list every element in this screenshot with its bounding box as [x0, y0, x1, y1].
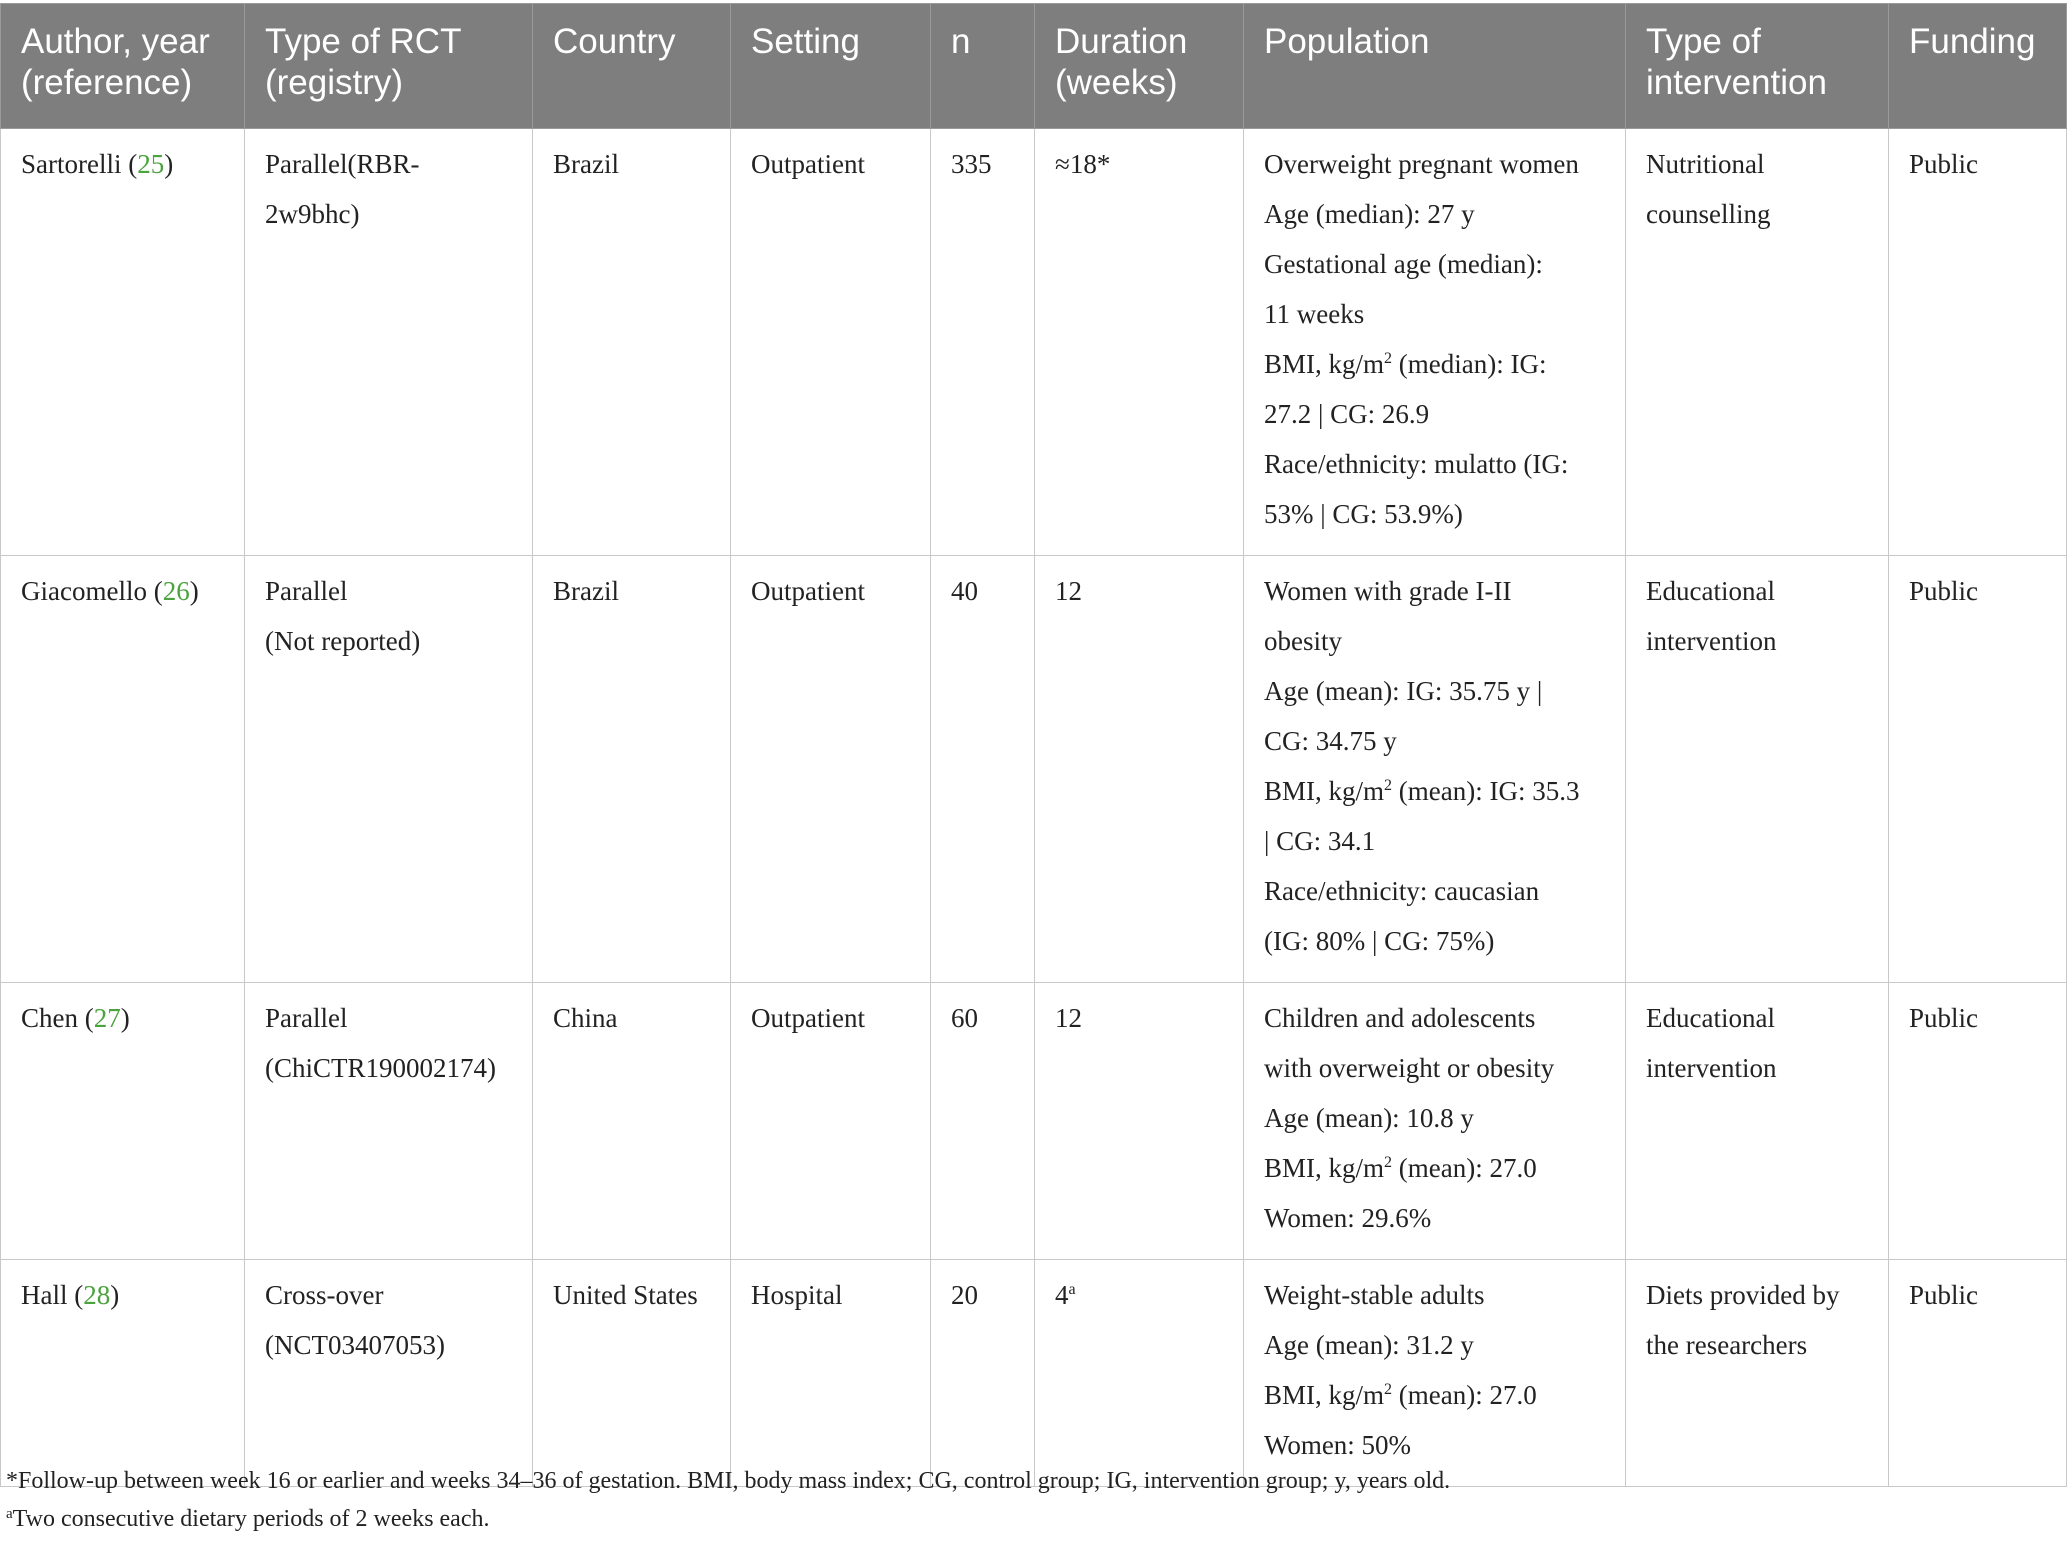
footnote-2-marker: a [6, 1506, 13, 1522]
cell-type [245, 983, 533, 1260]
population-line: Age (mean): IG: 35.75 y | [1264, 676, 1543, 706]
population-line: Women with grade I-II [1264, 576, 1512, 606]
population-line: Gestational age (median): [1264, 249, 1543, 279]
population-line: CG: 34.75 y [1264, 726, 1397, 756]
cell-setting: Outpatient [731, 983, 931, 1260]
cell-funding: Public [1889, 983, 2067, 1260]
footnote-2-text: Two consecutive dietary periods of 2 weeks each. [12, 1506, 490, 1532]
cell-duration [1035, 556, 1244, 983]
population-line: (IG: 80% | CG: 75%) [1264, 926, 1495, 956]
cell-population [1244, 129, 1626, 556]
type-line: (Not reported) [265, 626, 421, 656]
population-line: | CG: 34.1 [1264, 826, 1376, 856]
population-line: Women: 29.6% [1264, 1203, 1432, 1233]
cell-intervention [1626, 1260, 1889, 1487]
header-n: n [931, 4, 1035, 129]
header-country: Country [533, 4, 731, 129]
reference-link[interactable]: 27 [93, 1003, 121, 1033]
table-row [1, 983, 2067, 1260]
header-author: Author, year (reference) [1, 4, 245, 129]
reference-link[interactable]: 26 [162, 576, 190, 606]
cell-setting: Hospital [731, 1260, 931, 1487]
population-line: Age (median): 27 y [1264, 199, 1475, 229]
cell-author: Chen (27) [1, 983, 245, 1260]
population-line: Overweight pregnant women [1264, 149, 1579, 179]
author-name: Hall [21, 1280, 68, 1310]
type-line: Parallel [265, 576, 348, 606]
cell-country: Brazil [533, 556, 731, 983]
cell-duration [1035, 129, 1244, 556]
duration-value: ≈18* [1055, 149, 1111, 179]
intervention-line: intervention [1646, 626, 1777, 656]
reference-link[interactable]: 25 [137, 149, 165, 179]
duration-value: 4 [1055, 1280, 1069, 1310]
population-line: Weight-stable adults [1264, 1280, 1485, 1310]
population-line: Age (mean): 31.2 y [1264, 1330, 1474, 1360]
population-line: obesity [1264, 626, 1342, 656]
cell-intervention [1626, 983, 1889, 1260]
cell-author: Sartorelli (25) [1, 129, 245, 556]
type-line: 2w9bhc) [265, 199, 360, 229]
intervention-line: intervention [1646, 1053, 1777, 1083]
population-line: 53% | CG: 53.9%) [1264, 499, 1463, 529]
header-setting: Setting [731, 4, 931, 129]
intervention-line: counselling [1646, 199, 1771, 229]
header-duration: Duration (weeks) [1035, 4, 1244, 129]
duration-value: 12 [1055, 1003, 1082, 1033]
table-row [1, 1260, 2067, 1487]
header-type: Type of RCT (registry) [245, 4, 533, 129]
duration-footnote-marker: a [1068, 1281, 1076, 1298]
cell-country: United States [533, 1260, 731, 1487]
cell-author: Giacomello (26) [1, 556, 245, 983]
population-line: BMI, $kg/m^2$ (mean): 27.0 [1264, 1153, 1537, 1183]
type-line: (ChiCTR190002174) [265, 1053, 497, 1083]
population-line: BMI, $kg/m^2$ (mean): 27.0 [1264, 1380, 1537, 1410]
cell-n: 335 [931, 129, 1035, 556]
intervention-line: Nutritional [1646, 149, 1765, 179]
author-name: Sartorelli [21, 149, 122, 179]
cell-duration [1035, 1260, 1244, 1487]
population-line: with overweight or obesity [1264, 1053, 1555, 1083]
reference-link[interactable]: 28 [83, 1280, 111, 1310]
population-line: Age (mean): 10.8 y [1264, 1103, 1474, 1133]
author-name: Chen [21, 1003, 78, 1033]
cell-country: China [533, 983, 731, 1260]
cell-n: 40 [931, 556, 1035, 983]
cell-intervention [1626, 129, 1889, 556]
cell-type [245, 129, 533, 556]
intervention-line: Diets provided by [1646, 1280, 1840, 1310]
cell-country: Brazil [533, 129, 731, 556]
header-intervention: Type of intervention [1626, 4, 1889, 129]
table-row [1, 556, 2067, 983]
cell-n: 60 [931, 983, 1035, 1260]
intervention-line: Educational [1646, 576, 1775, 606]
table-footnotes [6, 1462, 1450, 1538]
cell-duration [1035, 983, 1244, 1260]
type-line: Parallel(RBR- [265, 149, 420, 179]
cell-type [245, 556, 533, 983]
cell-population [1244, 983, 1626, 1260]
cell-funding: Public [1889, 1260, 2067, 1487]
type-line: Cross-over [265, 1280, 384, 1310]
type-line: (NCT03407053) [265, 1330, 445, 1360]
header-population: Population [1244, 4, 1626, 129]
cell-funding: Public [1889, 556, 2067, 983]
duration-value: 12 [1055, 576, 1082, 606]
cell-type [245, 1260, 533, 1487]
population-line: 27.2 | CG: 26.9 [1264, 399, 1430, 429]
population-line: Race/ethnicity: mulatto (IG: [1264, 449, 1569, 479]
author-name: Giacomello [21, 576, 147, 606]
rct-characteristics-table [0, 3, 2067, 1487]
table-header-row [1, 4, 2067, 129]
intervention-line: the researchers [1646, 1330, 1808, 1360]
intervention-line: Educational [1646, 1003, 1775, 1033]
cell-intervention [1626, 556, 1889, 983]
population-line: BMI, $kg/m^2$ (median): IG: [1264, 349, 1547, 379]
cell-population [1244, 556, 1626, 983]
cell-setting: Outpatient [731, 556, 931, 983]
footnote-2 [6, 1500, 1450, 1538]
population-line: Children and adolescents [1264, 1003, 1536, 1033]
table-row [1, 129, 2067, 556]
cell-n: 20 [931, 1260, 1035, 1487]
cell-funding: Public [1889, 129, 2067, 556]
population-line: 11 weeks [1264, 299, 1365, 329]
population-line: Race/ethnicity: caucasian [1264, 876, 1540, 906]
population-line: Women: 50% [1264, 1430, 1412, 1460]
cell-population [1244, 1260, 1626, 1487]
cell-setting: Outpatient [731, 129, 931, 556]
type-line: Parallel [265, 1003, 348, 1033]
cell-author: Hall (28) [1, 1260, 245, 1487]
population-line: BMI, $kg/m^2$ (mean): IG: 35.3 [1264, 776, 1580, 806]
header-funding: Funding [1889, 4, 2067, 129]
footnote-1: *Follow-up between week 16 or earlier and weeks 34–36 of gestation. BMI, body mass index; CG, control group; IG, intervention group; y, years old. [6, 1468, 1451, 1494]
